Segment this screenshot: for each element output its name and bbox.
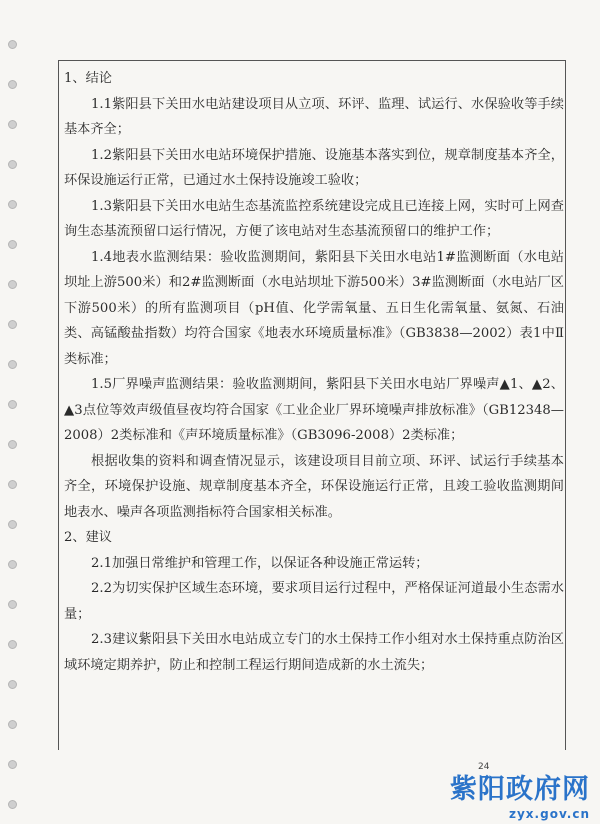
paragraph: 2.1加强日常维护和管理工作，以保证各种设施正常运转；: [91, 555, 429, 571]
paragraph: 1.5厂界噪声监测结果：验收监测期间，紫阳县下关田水电站厂界噪声▲1、▲2、▲3点位等效声级值昼夜均符合国家《工业企业厂界环境噪声排放标准》（GB12348—2008）2类标准和《声环境质量标准》（GB3096-2008）2类标准；: [64, 377, 564, 443]
paragraph: 根据收集的资料和调查情况显示，该建设项目目前立项、环评、试运行手续基本齐全，环境保护设施、规章制度基本齐全，环保设施运行正常，且竣工验收监测期间地表水、噪声各项监测指标符合国家相关标准。: [64, 453, 564, 520]
watermark-name: 紫阳政府网: [450, 774, 590, 805]
site-watermark: [450, 775, 590, 821]
section-heading-suggestions: 2、建议: [64, 530, 112, 545]
paragraph: 1.3紫阳县下关田水电站生态基流监控系统建设完成且已连接上网，实时可上网查询生态基流预留口运行情况，方便了该电站对生态基流预留口的维护工作；: [64, 198, 564, 239]
section-heading-conclusion: 1、结论: [64, 71, 112, 86]
watermark-domain: zyx.gov.cn: [509, 807, 590, 821]
paragraph: 1.2紫阳县下关田水电站环境保护措施、设施基本落实到位，规章制度基本齐全，环保设施运行正常，已通过水土保持设施竣工验收；: [64, 147, 564, 188]
page-number: 24: [478, 762, 490, 772]
paragraph: 1.4地表水监测结果：验收监测期间，紫阳县下关田水电站1#监测断面（水电站坝址上游500米）和2#监测断面（水电站坝址下游500米）3#监测断面（水电站厂区下游500米）的所有监测项目（pH值、化学需氧量、五日生化需氧量、氨氮、石油类、高锰酸盐指数）均符合国家《地表水环境质量标准》（GB3838—2002）表1中Ⅱ类标准；: [64, 249, 564, 367]
paragraph: 2.3建议紫阳县下关田水电站成立专门的水土保持工作小组对水土保持重点防治区域环境定期养护，防止和控制工程运行期间造成新的水土流失；: [64, 632, 564, 673]
paragraph: 1.1紫阳县下关田水电站建设项目从立项、环评、监理、试运行、水保验收等手续基本齐全；: [64, 96, 564, 137]
paragraph: 2.2为切实保护区域生态环境，要求项目运行过程中，严格保证河道最小生态需水量；: [64, 581, 564, 622]
binding-holes: [4, 0, 20, 824]
document-body: [64, 66, 564, 678]
